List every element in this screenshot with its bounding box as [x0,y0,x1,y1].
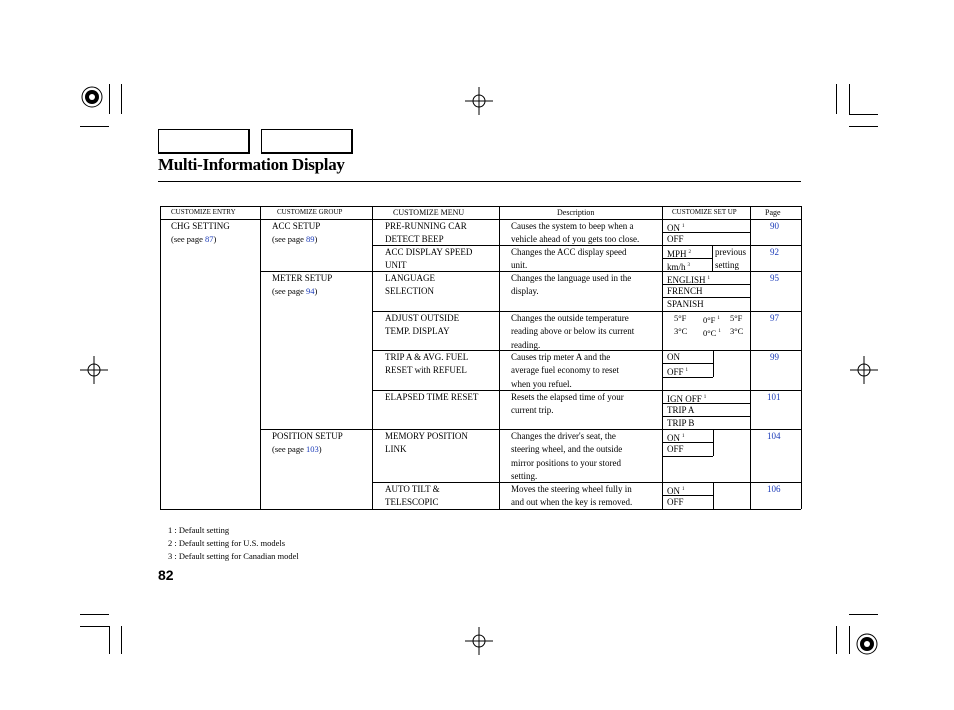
setup-option: OFF $^1$ [667,367,689,377]
temp-option: 5°F [674,313,687,323]
entry-see-page: (see page 87) [171,234,217,244]
page-link[interactable]: 90 [770,221,779,231]
setup-option: OFF [667,444,684,454]
entry-name: CHG SETTING [171,221,230,231]
menu-item-label: ELAPSED TIME RESET [385,392,479,402]
registration-mark-icon [80,85,104,114]
page-link[interactable]: 97 [770,313,779,323]
group-page-link[interactable]: 89 [305,234,315,244]
crosshair-icon [850,356,878,389]
menu-item-description: Resets the elapsed time of your current trip. [511,392,624,416]
menu-item-label: TRIP A & AVG. FUEL RESET with REFUEL [385,352,469,376]
crosshair-icon [465,627,493,660]
page-link[interactable]: 101 [767,392,781,402]
registration-mark-icon [855,632,879,661]
group-name: POSITION SETUP [272,431,343,441]
setup-option: km/h $^3$ [667,262,691,272]
setup-option: IGN OFF $^1$ [667,394,707,404]
setup-option: SPANISH [667,299,704,309]
setup-option: ON [667,352,680,362]
col-header-page: Page [765,208,781,217]
footnote: 1 : Default setting [168,525,230,535]
setup-option: MPH $^2$ [667,249,692,259]
page-link[interactable]: 106 [767,484,781,494]
menu-item-description: Changes the driver's seat, the steering wheel, and the outside mirror positions to your stored setting. [511,431,623,481]
menu-item-label: LANGUAGE SELECTION [385,273,435,297]
temp-option: 3°C [730,326,744,336]
setup-option: OFF [667,234,684,244]
group-see-page: (see page 103) [272,444,322,454]
menu-item-description: Moves the steering wheel fully in and out when the key is removed. [511,484,633,508]
menu-item-label: PRE-RUNNING CAR DETECT BEEP [385,221,467,245]
group-page-link[interactable]: 103 [305,444,319,454]
footnote: 2 : Default setting for U.S. models [168,538,286,548]
page-link[interactable]: 92 [770,247,779,257]
setup-option: OFF [667,497,684,507]
group-name: ACC SETUP [272,221,321,231]
setup-option: TRIP B [667,418,695,428]
col-header-menu: CUSTOMIZE MENU [393,208,465,217]
page-link[interactable]: 99 [770,352,779,362]
setup-option: FRENCH [667,286,703,296]
temp-option: 5°F [730,313,743,323]
page-link[interactable]: 95 [770,273,779,283]
menu-item-description: Changes the outside temperature reading above or below its current reading. [511,313,635,350]
menu-item-description: Causes the system to beep when a vehicle ahead of you gets too close. [511,221,640,245]
footnote: 3 : Default setting for Canadian model [168,551,299,561]
setup-option-extra: previous setting [715,247,746,271]
menu-item-label: ADJUST OUTSIDE TEMP. DISPLAY [385,313,460,337]
menu-item-label: ACC DISPLAY SPEED UNIT [385,247,473,271]
header-tab-right [261,129,353,154]
setup-option: ENGLISH $^1$ [667,275,710,285]
group-see-page: (see page 89) [272,234,318,244]
menu-item-label: AUTO TILT & TELESCOPIC [385,484,440,508]
page-title: Multi-Information Display [158,155,345,174]
menu-item-description: Changes the language used in the display. [511,273,632,297]
col-header-entry: CUSTOMIZE ENTRY [171,208,236,216]
group-page-link[interactable]: 94 [305,286,315,296]
temp-option: 0°F $^1$ [703,315,720,325]
header-tab-left [158,129,250,154]
temp-option: 0°C $^1$ [703,328,721,338]
group-see-page: (see page 94) [272,286,318,296]
menu-item-description: Causes trip meter A and the average fuel economy to reset when you refuel. [511,352,619,389]
page-number: 82 [158,567,174,583]
col-header-group: CUSTOMIZE GROUP [277,208,343,216]
group-name: METER SETUP [272,273,333,283]
setup-option: ON $^1$ [667,433,685,443]
menu-item-description: Changes the ACC display speed unit. [511,247,627,271]
setup-option: TRIP A [667,405,695,415]
crosshair-icon [80,356,108,389]
col-header-description: Description [557,208,595,217]
page-link[interactable]: 104 [767,431,781,441]
setup-option: ON $^1$ [667,223,685,233]
menu-item-label: MEMORY POSITION LINK [385,431,468,455]
entry-page-link[interactable]: 87 [204,234,214,244]
col-header-setup: CUSTOMIZE SET UP [672,208,737,216]
title-rule [158,181,801,182]
setup-option: ON $^1$ [667,486,685,496]
temp-option: 3°C [674,326,688,336]
crosshair-icon [465,87,493,120]
